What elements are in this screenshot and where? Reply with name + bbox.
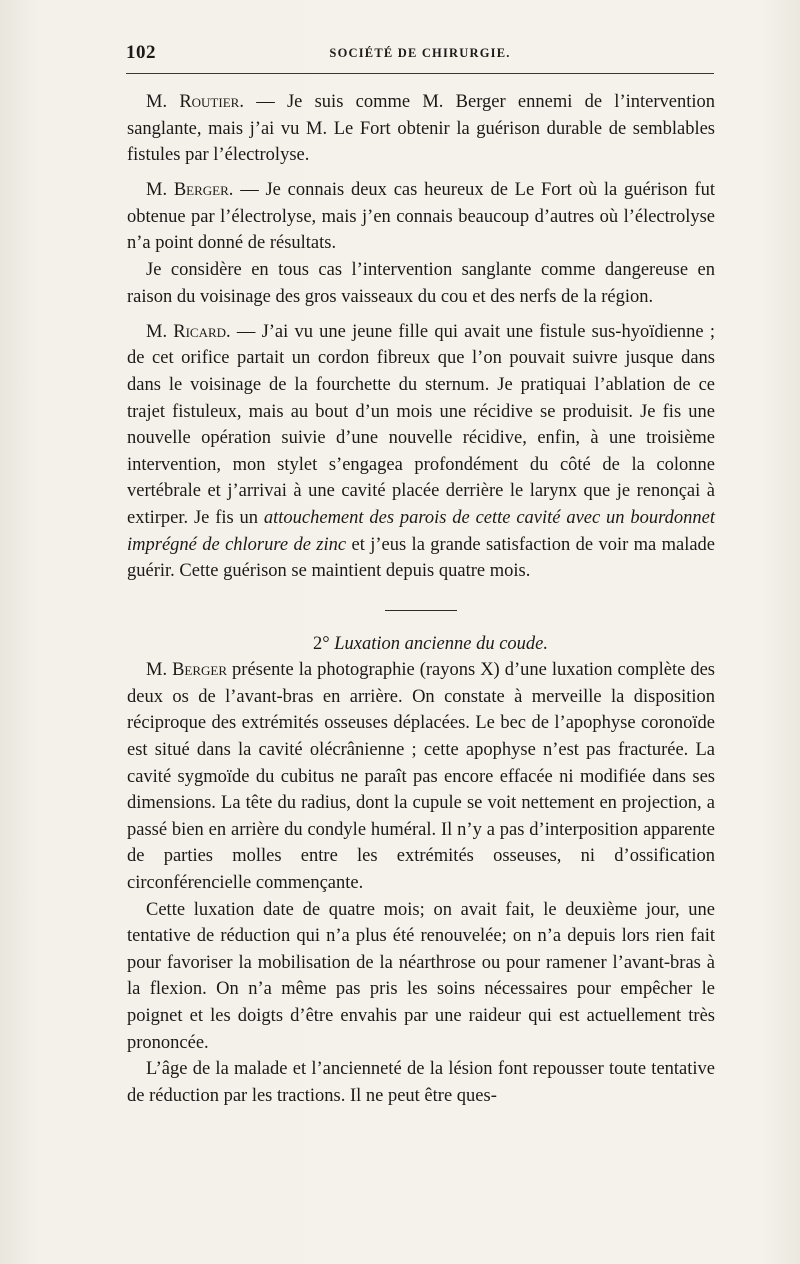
paragraph-text: — J’ai vu une jeune fille qui avait une fistule sus-hyoïdienne ; de cet orifice partait un cordon fibreux que l’on pouvait suivre jusque dans dans le voisinage de la fourchette du sternum. Je pratiquai l’ablation de ce trajet fistuleux, mais au bout d’un mois une récidive se produisit. Je fis une nouvelle opération suivie d’une nouvelle récidive, enfin, à une troisième intervention, mon stylet s’engagea profondément du côté de la colonne vertébrale et j’arrivai à une cavité placée derrière le larynx que je renonçai à extirper. Je fis un xyxy=(127,321,715,528)
paragraph-text: Cette luxation date de quatre mois; on avait fait, le deuxième jour, une tentative de réduction qui n’a plus été renouvelée; on n’a depuis lors rien fait pour favoriser la mobilisation de la néarthrose ou pour ramener l’avant-bras à la flexion. On n’a même pas pris les soins nécessaires pour empêcher le poignet et les doigts d’être envahis par une raideur qui est actuellement très prononcée. xyxy=(127,899,715,1053)
body-text xyxy=(127,89,715,1109)
section-title: Luxation ancienne du coude. xyxy=(334,633,548,654)
italic-passage: attouchement des parois de cette cavité avec un bourdonnet imprégné de chlorure de zinc xyxy=(127,507,715,555)
paragraph-berger xyxy=(127,177,715,257)
paragraph-berger-presentation xyxy=(127,657,715,896)
paragraph-text: — Je connais deux cas heureux de Le Fort où la guérison fut obtenue par l’électrolyse, mais j’en connais beaucoup d’autres où l’électrolyse n’a point donné de résultats. xyxy=(127,180,716,254)
header-rule xyxy=(126,73,714,74)
paragraph-text: Je considère en tous cas l’intervention sanglante comme dangereuse en raison du voisinage des gros vaisseaux du cou et des nerfs de la région. xyxy=(127,260,715,307)
page-header xyxy=(126,42,714,70)
paragraph-age xyxy=(127,1056,715,1109)
paragraph-text: L’âge de la malade et l’ancienneté de la lésion font repousser toute tentative de réduction par les tractions. Il ne peut être ques- xyxy=(127,1059,715,1106)
paragraph-ricard xyxy=(127,319,715,585)
paragraph-text: — Je suis comme M. Berger ennemi de l’intervention sanglante, mais j’ai vu M. Le Fort obtenir la guérison durable de semblables fistules par l’électrolyse. xyxy=(127,92,715,166)
paragraph-berger-continued xyxy=(127,257,715,310)
speaker-name: M. Berger xyxy=(146,660,228,681)
speaker-name: M. Routier. xyxy=(146,92,244,112)
paragraph-text: présente la photographie (rayons X) d’une luxation complète des deux os de l’avant-bras en arrière. On constate à merveille la disposition réciproque des extrémités osseuses déplacées. Le bec de l’apophyse coronoïde est situé dans la cavité olécrânienne ; cette apophyse n’est pas fracturée. La cavité sygmoïde du cubitus ne paraît pas encore effacée ni modifiée dans ses dimensions. La tête du radius, dont la cupule se voit nettement en projection, a passé bien en arrière du condyle huméral. Il n’y a pas d’interposition apparente de parties molles entre les extrémités osseuses, ni d’ossification circonférencielle commençante. xyxy=(127,660,715,894)
section-heading xyxy=(127,631,715,658)
speaker-name: M. Ricard. xyxy=(146,321,231,342)
section-number: 2° xyxy=(312,633,330,654)
speaker-name: M. Berger. xyxy=(146,180,234,201)
section-divider xyxy=(385,610,457,611)
paragraph-text: et j’eus la grande satisfaction de voir ma malade guérir. Cette guérison se maintient depuis quatre mois. xyxy=(127,534,716,582)
running-head: SOCIÉTÉ DE CHIRURGIE. xyxy=(329,46,511,60)
page-number: 102 xyxy=(126,42,156,63)
paragraph-routier xyxy=(127,89,715,169)
paragraph-luxation-history xyxy=(127,897,715,1057)
